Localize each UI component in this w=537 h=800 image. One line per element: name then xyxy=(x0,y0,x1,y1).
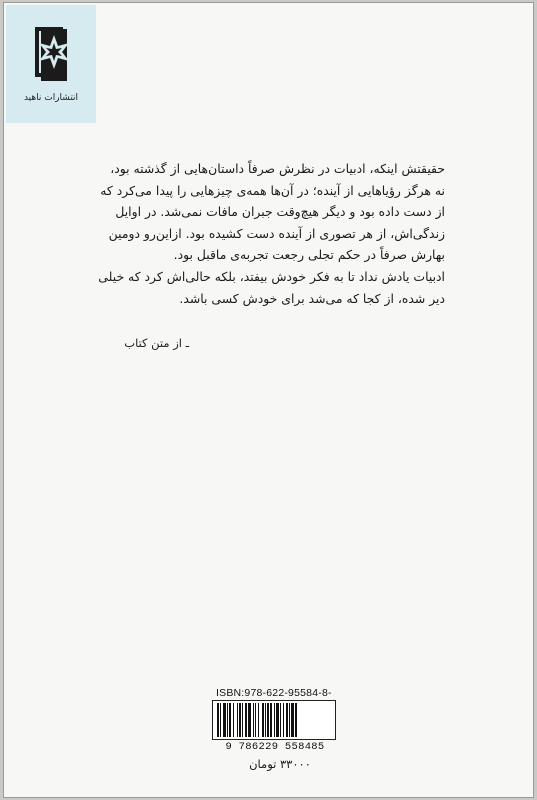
barcode xyxy=(212,700,336,740)
blurb-paragraph xyxy=(98,158,445,309)
barcode-digits: 9 786229 558485 xyxy=(225,741,325,753)
blurb-line: دیر شده، از کجا که می‌شد برای خودش کسی باشد. xyxy=(179,290,445,306)
isbn-label: ISBN:978-622-95584-8- xyxy=(216,687,332,699)
price-label: ۳۳۰۰۰ تومان xyxy=(249,757,311,771)
star-book-logo-icon xyxy=(21,21,81,85)
blurb-line: از دست داده بود و دیگر هیچ‌وقت جبران مافات نمی‌شد. در اوایل xyxy=(115,204,445,220)
blurb-line: بهارش صرفاً در حکم تجلی رجعت تجربه‌ی ماقبل بود. xyxy=(173,247,445,263)
blurb-line: زندگی‌اش، از هر تصوری از آینده دست کشیده بود. ازاین‌رو دومین xyxy=(108,225,445,241)
publisher-logo-panel xyxy=(6,5,96,123)
barcode-bars xyxy=(215,703,333,737)
blurb-line: ادبیات یادش نداد تا به فکر خودش بیفتد، بلکه حالی‌اش کرد که خیلی xyxy=(98,268,445,284)
source-attribution: ـ از متن کتاب xyxy=(124,336,189,350)
back-cover xyxy=(3,2,534,798)
blurb-line: حقیقتش اینکه، ادبیات در نظرش صرفاً داستان‌هایی از گذشته بود، xyxy=(110,161,445,176)
blurb-line: نه هرگز رؤیاهایی از آینده؛ در آن‌ها همه‌ی چیزهایی را پیدا می‌کرد که xyxy=(100,182,445,198)
publisher-name: انتشارات ناهید xyxy=(23,93,79,103)
